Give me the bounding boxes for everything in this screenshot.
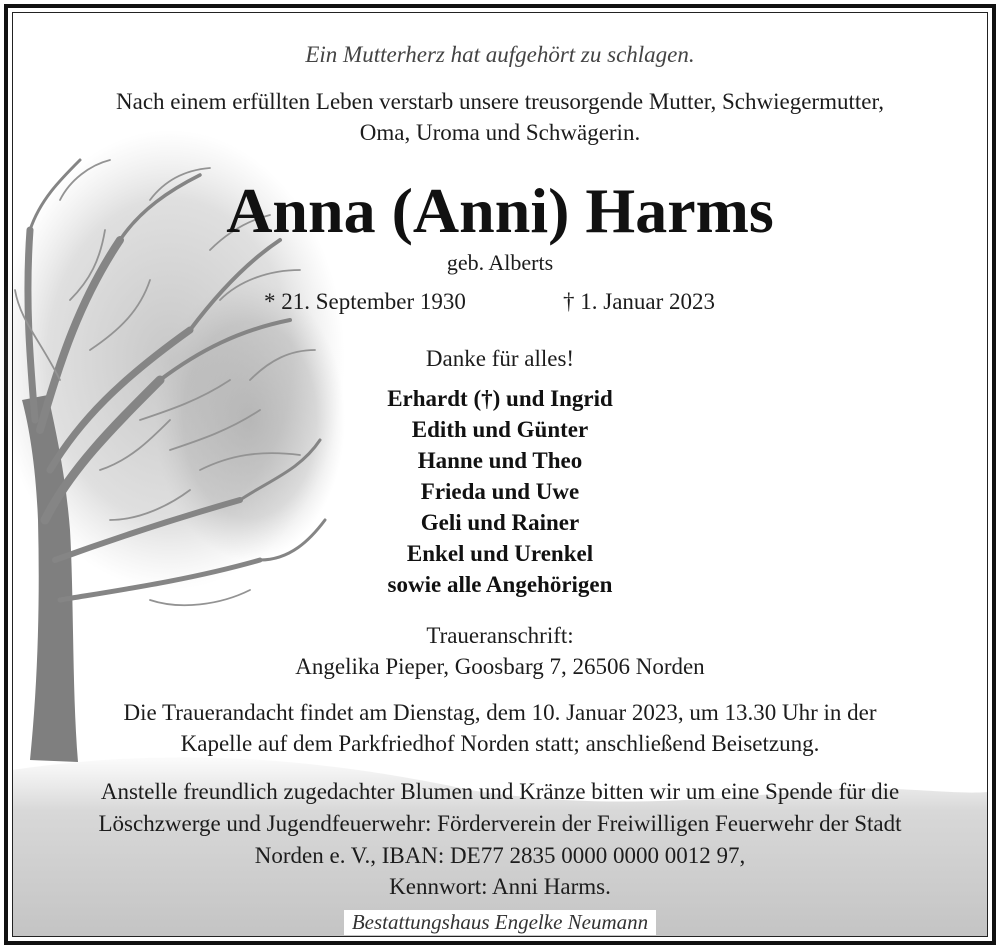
maiden-name: geb. Alberts xyxy=(446,250,554,275)
intro-line-1: Nach einem erfüllten Leben verstarb unsere treusorgende Mutter, Schwiegermutter, xyxy=(116,89,884,114)
birth-date: * 21. September 1930 xyxy=(264,289,466,314)
headline: Ein Mutterherz hat aufgehört zu schlagen. xyxy=(305,42,695,67)
donation-line-4: Kennwort: Anni Harms. xyxy=(389,874,611,899)
service-line-2: Kapelle auf dem Parkfriedhof Norden statt; anschließend Beisetzung. xyxy=(180,731,820,756)
footer xyxy=(0,910,1000,935)
service-line-1: Die Trauerandacht findet am Dienstag, dem 10. Januar 2023, um 13.30 Uhr in der xyxy=(123,700,877,725)
funeral-home: Bestattungshaus Engelke Neumann xyxy=(344,910,656,935)
death-date: † 1. Januar 2023 xyxy=(563,289,716,314)
address-label: Traueranschrift: xyxy=(426,623,574,648)
mourning-address: Angelika Pieper, Goosbarg 7, 26506 Norden xyxy=(295,654,705,679)
mourner-line: Geli und Rainer xyxy=(420,510,580,535)
donation-line-1: Anstelle freundlich zugedachter Blumen und Kränze bitten wir um eine Spende für die xyxy=(100,779,900,804)
intro-line-2: Oma, Uroma und Schwägerin. xyxy=(359,120,641,145)
mourner-line: sowie alle Angehörigen xyxy=(387,572,613,597)
deceased-name: Anna (Anni) Harms xyxy=(226,175,774,246)
mourner-line: Frieda und Uwe xyxy=(420,479,580,504)
mourner-line: Edith und Günter xyxy=(411,417,589,442)
mourner-line: Hanne und Theo xyxy=(417,448,583,473)
mourner-line: Enkel und Urenkel xyxy=(406,541,594,566)
mourner-line: Erhardt (†) und Ingrid xyxy=(387,386,613,411)
thanks-line: Danke für alles! xyxy=(425,346,575,371)
donation-line-2: Löschzwerge und Jugendfeuerwehr: Förderverein der Freiwilligen Feuerwehr der Stadt xyxy=(98,811,902,836)
donation-line-3: Norden e. V., IBAN: DE77 2835 0000 0000 0012 97, xyxy=(254,843,746,868)
